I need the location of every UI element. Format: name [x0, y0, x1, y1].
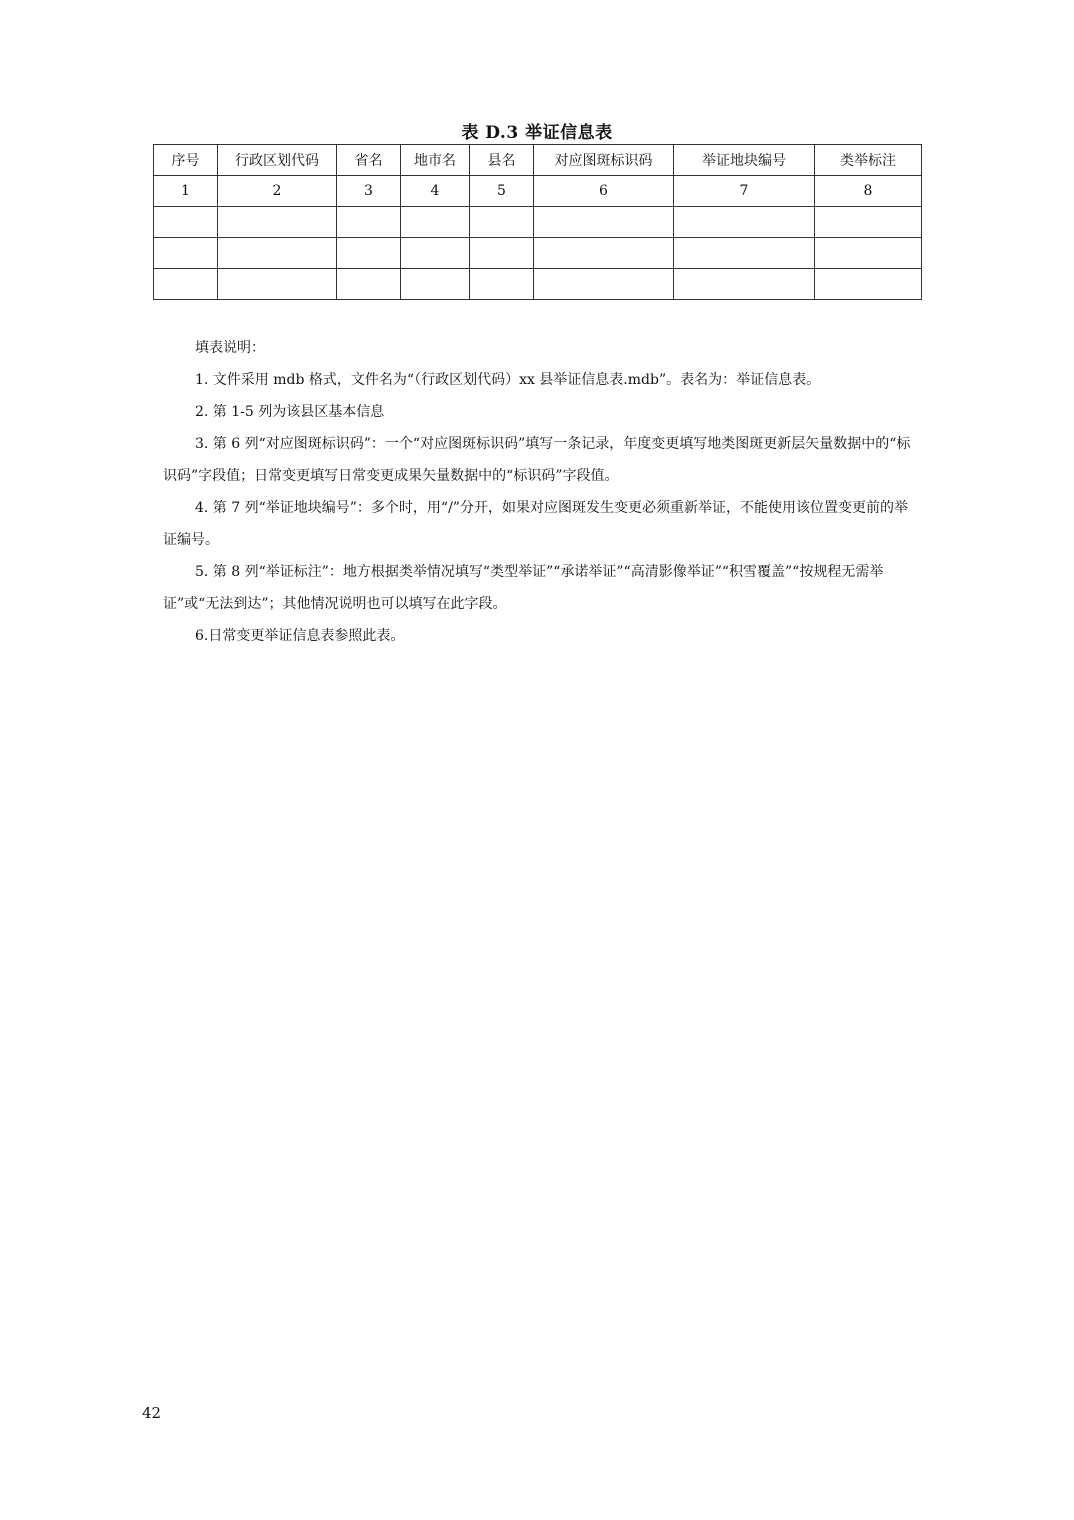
header-cell: 序号 — [154, 145, 218, 176]
column-index-row — [154, 176, 922, 207]
instruction-item: 2. 第 1-5 列为该县区基本信息 — [195, 404, 385, 420]
empty-cell — [674, 269, 815, 300]
instruction-item: 6.日常变更举证信息表参照此表。 — [195, 628, 405, 644]
table-title: 表 D.3 举证信息表 — [461, 123, 613, 143]
header-cell: 县名 — [470, 145, 534, 176]
index-cell: 2 — [218, 176, 337, 207]
empty-cell — [218, 238, 337, 269]
empty-cell — [401, 269, 470, 300]
header-cell: 对应图斑标识码 — [534, 145, 674, 176]
page-number: 42 — [142, 1404, 162, 1422]
empty-cell — [815, 269, 922, 300]
empty-cell — [815, 207, 922, 238]
empty-cell — [815, 238, 922, 269]
empty-cell — [337, 269, 401, 300]
index-cell: 1 — [154, 176, 218, 207]
header-cell: 省名 — [337, 145, 401, 176]
empty-cell — [337, 207, 401, 238]
empty-table-row — [154, 238, 922, 269]
instruction-item: 5. 第 8 列“举证标注”：地方根据类举情况填写“类型举证”“承诺举证”“高清影像举证”“积雪覆盖”“按规程无需举证”或“无法到达”；其他情况说明也可以填写在此字段。 — [163, 564, 884, 612]
fill-instructions — [163, 332, 918, 652]
index-cell: 8 — [815, 176, 922, 207]
empty-cell — [218, 207, 337, 238]
empty-cell — [470, 207, 534, 238]
empty-cell — [470, 269, 534, 300]
header-cell: 行政区划代码 — [218, 145, 337, 176]
index-cell: 3 — [337, 176, 401, 207]
instructions-heading: 填表说明： — [195, 340, 265, 356]
empty-cell — [674, 207, 815, 238]
header-cell: 举证地块编号 — [674, 145, 815, 176]
empty-cell — [401, 207, 470, 238]
empty-rows — [154, 207, 922, 300]
header-cell: 地市名 — [401, 145, 470, 176]
instruction-item: 1. 文件采用 mdb 格式，文件名为“（行政区划代码）xx 县举证信息表.mdb”。表名为：举证信息表。 — [195, 372, 821, 388]
empty-cell — [674, 238, 815, 269]
evidence-info-table — [153, 144, 922, 300]
empty-cell — [218, 269, 337, 300]
empty-cell — [401, 238, 470, 269]
empty-cell — [534, 238, 674, 269]
empty-cell — [154, 207, 218, 238]
instruction-item: 4. 第 7 列“举证地块编号”：多个时，用“/”分开，如果对应图斑发生变更必须重新举证，不能使用该位置变更前的举证编号。 — [163, 500, 908, 548]
index-cell: 7 — [674, 176, 815, 207]
empty-table-row — [154, 207, 922, 238]
empty-cell — [154, 238, 218, 269]
empty-cell — [154, 269, 218, 300]
index-cell: 6 — [534, 176, 674, 207]
table-header-row — [154, 145, 922, 176]
empty-table-row — [154, 269, 922, 300]
empty-cell — [337, 238, 401, 269]
index-cell: 5 — [470, 176, 534, 207]
header-cell: 类举标注 — [815, 145, 922, 176]
empty-cell — [534, 207, 674, 238]
empty-cell — [470, 238, 534, 269]
empty-cell — [534, 269, 674, 300]
instruction-item: 3. 第 6 列“对应图斑标识码”：一个“对应图斑标识码”填写一条记录，年度变更填写地类图斑更新层矢量数据中的“标识码”字段值；日常变更填写日常变更成果矢量数据中的“标识码”字段值。 — [163, 436, 911, 484]
index-cell: 4 — [401, 176, 470, 207]
